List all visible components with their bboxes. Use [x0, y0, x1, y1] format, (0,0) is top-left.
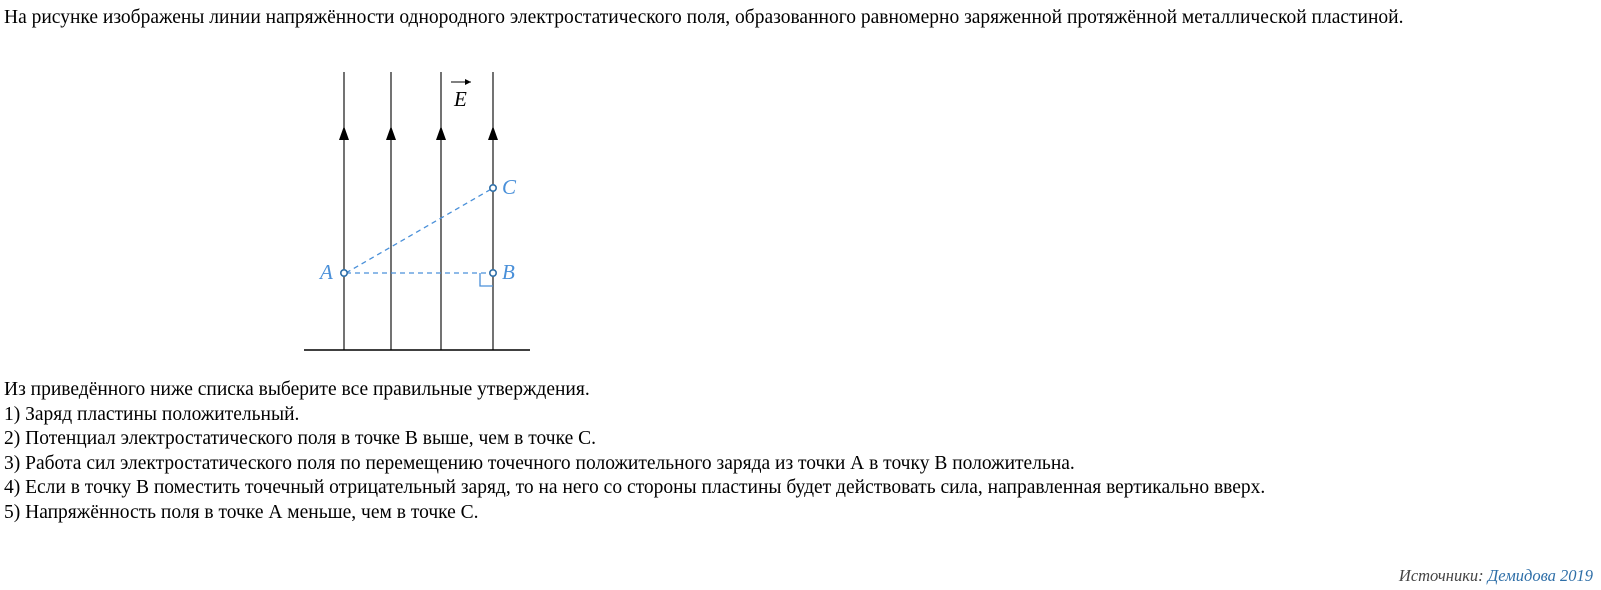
- statement-item-3: 3) Работа сил электростатического поля по перемещению точечного положительного заряда из точки А в точку В положительна.: [4, 452, 1075, 474]
- statement-item-2: 2) Потенциал электростатического поля в точке B выше, чем в точке C.: [4, 428, 596, 449]
- point-b-dot: [490, 270, 496, 276]
- segment-ac: [346, 188, 493, 273]
- point-a-dot: [341, 270, 347, 276]
- statements-lead: Из приведённого ниже списка выберите все правильные утверждения.: [4, 379, 590, 400]
- statement-item-4: 4) Если в точку В поместить точечный отрицательный заряд, то на него со стороны пластины будет действовать сила, направленная вертикально вверх.: [4, 477, 1266, 498]
- source-label: Источники:: [1398, 566, 1488, 585]
- e-label-vector-arrowhead: [465, 79, 471, 85]
- field-label-E: E: [454, 87, 467, 111]
- point-c-dot: [490, 185, 496, 191]
- statement-item-5: 5) Напряжённость поля в точке А меньше, чем в точке С.: [4, 501, 479, 523]
- physics-figure: [290, 60, 570, 360]
- field-arrow-1: [339, 126, 349, 140]
- statement-item-1: 1) Заряд пластины положительный.: [4, 403, 300, 425]
- field-arrow-3: [436, 126, 446, 140]
- point-c-label: C: [502, 175, 517, 199]
- source-value: Демидова 2019: [1487, 566, 1593, 585]
- point-a-label: A: [320, 260, 333, 284]
- field-arrow-2: [386, 126, 396, 140]
- point-b-label: B: [502, 260, 515, 284]
- field-arrow-4: [488, 126, 498, 140]
- source-note: [1399, 566, 1593, 586]
- statements-block: [4, 378, 1584, 525]
- intro-paragraph: На рисунке изображены линии напряжённости однородного электростатического поля, образованного равномерно заряженной протяжённой металлической пластиной.: [4, 7, 1404, 28]
